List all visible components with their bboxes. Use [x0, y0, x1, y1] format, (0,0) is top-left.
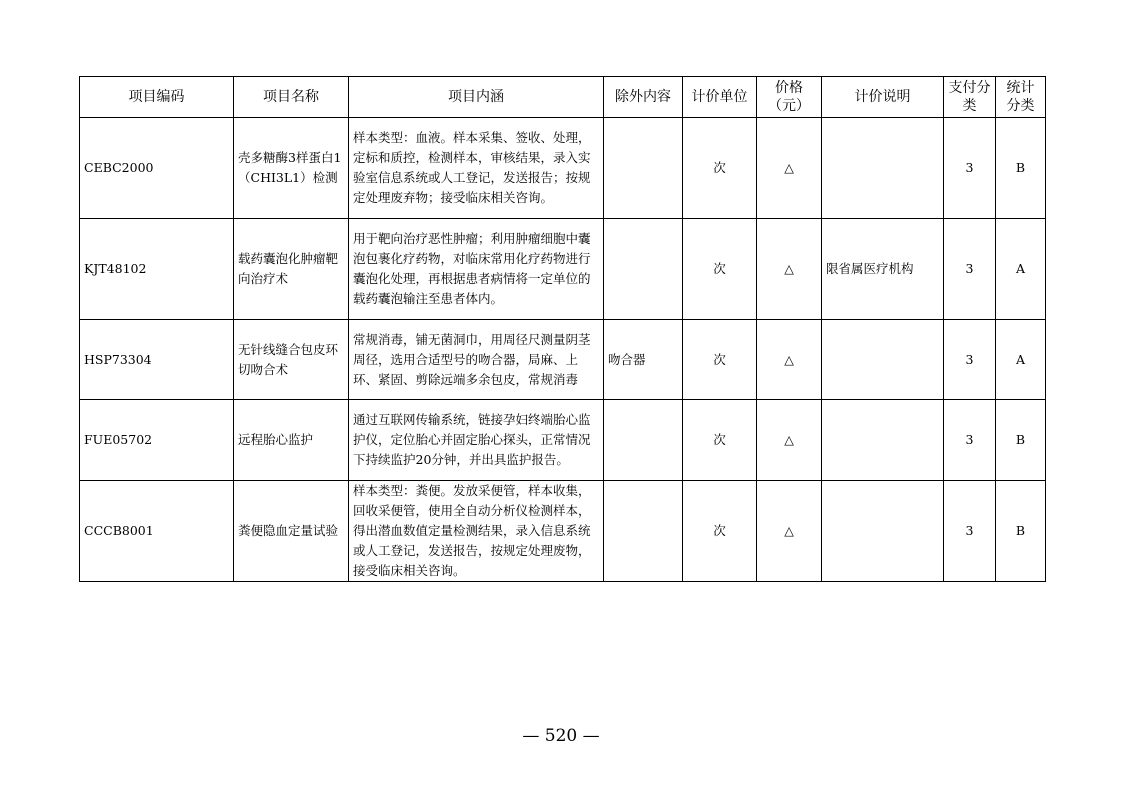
header-name: 项目名称 [234, 77, 349, 118]
header-excluded: 除外内容 [604, 77, 683, 118]
item-excluded: 吻合器 [604, 320, 683, 400]
item-note: 限省属医疗机构 [822, 219, 944, 320]
item-code: CEBC2000 [80, 118, 234, 219]
item-content: 常规消毒，铺无菌洞巾，用周径尺测量阴茎周径，选用合适型号的吻合器，局麻、上环、紧固、剪除远端多余包皮，常规消毒 [349, 320, 604, 400]
item-name: 远程胎心监护 [234, 400, 349, 481]
item-price: △ [757, 118, 822, 219]
item-note [822, 320, 944, 400]
table-row [80, 118, 1046, 219]
header-price: 价格（元） [757, 77, 822, 118]
header-pay-category: 支付分类 [944, 77, 996, 118]
header-code: 项目编码 [80, 77, 234, 118]
item-code: CCCB8001 [80, 481, 234, 582]
item-unit: 次 [683, 118, 757, 219]
table-row [80, 219, 1046, 320]
item-pay-category: 3 [944, 219, 996, 320]
item-stat-category: B [996, 481, 1046, 582]
item-content: 通过互联网传输系统，链接孕妇终端胎心监护仪，定位胎心并固定胎心探头，正常情况下持续监护20分钟，并出具监护报告。 [349, 400, 604, 481]
table-header-row [80, 77, 1046, 118]
item-note [822, 481, 944, 582]
item-unit: 次 [683, 481, 757, 582]
item-pay-category: 3 [944, 400, 996, 481]
item-content: 样本类型：血液。样本采集、签收、处理，定标和质控，检测样本，审核结果，录入实验室信息系统或人工登记，发送报告；按规定处理废弃物；接受临床相关咨询。 [349, 118, 604, 219]
item-note [822, 118, 944, 219]
item-pay-category: 3 [944, 118, 996, 219]
item-pay-category: 3 [944, 320, 996, 400]
item-stat-category: A [996, 320, 1046, 400]
item-excluded [604, 481, 683, 582]
table-row [80, 320, 1046, 400]
item-excluded [604, 400, 683, 481]
item-name: 粪便隐血定量试验 [234, 481, 349, 582]
item-name: 壳多糖酶3样蛋白1（CHI3L1）检测 [234, 118, 349, 219]
item-content: 用于靶向治疗恶性肿瘤；利用肿瘤细胞中囊泡包裹化疗药物，对临床常用化疗药物进行囊泡化处理，再根据患者病情将一定单位的载药囊泡输注至患者体内。 [349, 219, 604, 320]
item-name: 载药囊泡化肿瘤靶向治疗术 [234, 219, 349, 320]
header-unit: 计价单位 [683, 77, 757, 118]
item-stat-category: B [996, 118, 1046, 219]
item-unit: 次 [683, 400, 757, 481]
header-stat-category: 统计分类 [996, 77, 1046, 118]
fee-schedule-table [79, 76, 1046, 582]
item-code: FUE05702 [80, 400, 234, 481]
item-stat-category: B [996, 400, 1046, 481]
item-unit: 次 [683, 320, 757, 400]
item-name: 无针线缝合包皮环切吻合术 [234, 320, 349, 400]
header-note: 计价说明 [822, 77, 944, 118]
item-excluded [604, 219, 683, 320]
table-row [80, 400, 1046, 481]
item-content: 样本类型：粪便。发放采便管，样本收集，回收采便管，使用全自动分析仪检测样本，得出潜血数值定量检测结果，录入信息系统或人工登记，发送报告，按规定处理废物，接受临床相关咨询。 [349, 481, 604, 582]
item-unit: 次 [683, 219, 757, 320]
page-number: — 520 — [522, 726, 600, 746]
item-code: KJT48102 [80, 219, 234, 320]
item-price: △ [757, 400, 822, 481]
item-price: △ [757, 320, 822, 400]
item-price: △ [757, 481, 822, 582]
header-content: 项目内涵 [349, 77, 604, 118]
item-code: HSP73304 [80, 320, 234, 400]
item-pay-category: 3 [944, 481, 996, 582]
item-excluded [604, 118, 683, 219]
table-row [80, 481, 1046, 582]
item-stat-category: A [996, 219, 1046, 320]
item-price: △ [757, 219, 822, 320]
item-note [822, 400, 944, 481]
